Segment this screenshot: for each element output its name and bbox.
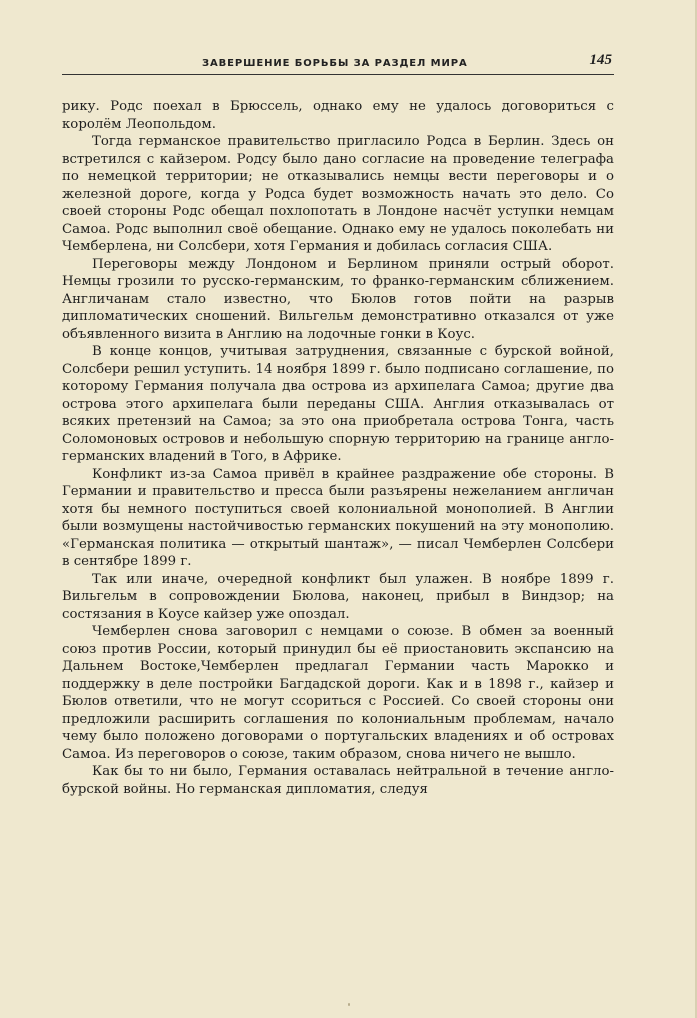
paragraph: Так или иначе, очередной конфликт был улажен. В ноябре 1899 г. Вильгельм в сопровождении Бюлова, наконец, прибыл в Виндзор; на состязания в Коусе кайзер уже опоздал.: [62, 571, 614, 622]
header-rule: [62, 74, 614, 75]
paragraph: Конфликт из-за Самоа привёл в крайнее раздражение обе стороны. В Германии и правительство и пресса были разъярены нежеланием англичан хотя бы немного поступиться своей колониальной монополией. В Англии были возмущены настойчивостью германских покушений на эту монополию. «Германская политика — открытый шантаж», — писал Чемберлен Солсбери в сентябре 1899 г.: [62, 466, 614, 569]
paragraph: Тогда германское правительство пригласило Родса в Берлин. Здесь он встретился с кайзером. Родсу было дано согласие на проведение телеграфа по немецкой территории; не отказывались немцы вести переговоры и о железной дороге, когда у Родса будет возможность начать это дело. Со своей стороны Родс обещал похлопотать в Лондоне насчёт уступки немцам Самоа. Родс выполнил своё обещание. Однако ему не удалось поколебать ни Чемберлена, ни Солсбери, хотя Германия и добилась согласия США.: [62, 134, 614, 254]
running-title: ЗАВЕРШЕНИЕ БОРЬБЫ ЗА РАЗДЕЛ МИРА: [202, 58, 468, 69]
paragraph: Чемберлен снова заговорил с немцами о союзе. В обмен за военный союз против России, который принудил бы её приостановить экспансию на Дальнем Востоке,Чемберлен предлагал Германии часть Марокко и поддержку в деле постройки Багдадской дороги. Как и в 1898 г., кайзер и Бюлов ответили, что не могут ссориться с Россией. Со своей стороны они предложили расширить соглашения по колониальным проблемам, начало чему было положено договорами о португальских владениях и об островах Самоа. Из переговоров о союзе, таким образом, снова ничего не вышло.: [62, 624, 614, 762]
paragraph-continued: рику. Родс поехал в Брюссель, однако ему не удалось договориться с королём Леопольдом.: [62, 99, 614, 132]
paragraph: В конце концов, учитывая затруднения, связанные с бурской войной, Солсбери решил уступить. 14 ноября 1899 г. было подписано соглашение, по которому Германия получала два острова из архипелага Самоа; другие два острова этого архипелага были переданы США. Англия отказывалась от всяких претензий на Самоа; за это она приобретала острова Тонга, часть Соломоновых островов и небольшую спорную территорию на границе англо-германских владений в Того, в Африке.: [62, 344, 614, 464]
paper-speck: [348, 1003, 350, 1006]
paragraph: Переговоры между Лондоном и Берлином приняли острый оборот. Немцы грозили то русско-германским, то франко-германским сближением. Англичанам стало известно, что Бюлов готов пойти на разрыв дипломатических сношений. Вильгельм демонстративно отказался от уже объявленного визита в Англию на лодочные гонки в Коус.: [62, 256, 614, 342]
page-number: 145: [589, 52, 612, 68]
running-header: [62, 50, 614, 74]
body-text: [62, 98, 614, 798]
paragraph-continues: Как бы то ни было, Германия оставалась нейтральной в течение англо-бурской войны. Но германская дипломатия, следуя: [62, 764, 614, 797]
